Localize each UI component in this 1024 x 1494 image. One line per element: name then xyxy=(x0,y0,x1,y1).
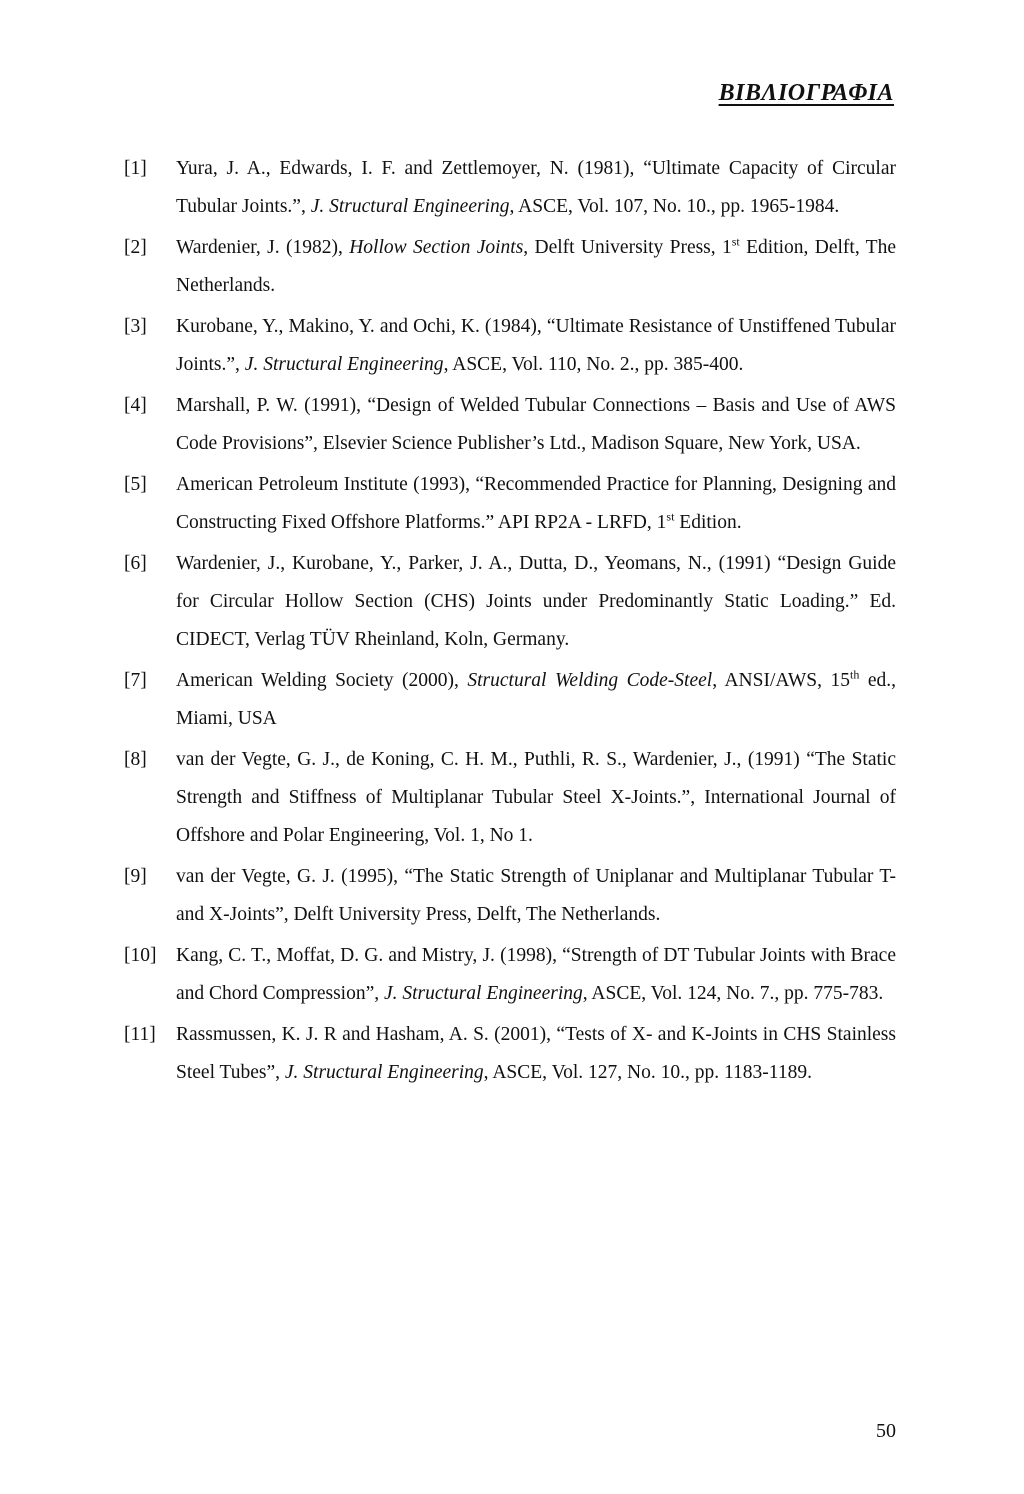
reference-item xyxy=(124,937,896,1013)
reference-text xyxy=(176,937,896,1013)
reference-number: [11] xyxy=(124,1024,156,1045)
reference-item xyxy=(124,741,896,855)
reference-number: [10] xyxy=(124,945,157,966)
reference-number: [6] xyxy=(124,553,147,574)
reference-list xyxy=(124,150,896,1095)
reference-segment: Wardenier, J. (1982), xyxy=(176,237,350,258)
reference-italic-title: Structural Welding Code-Steel xyxy=(467,670,713,691)
reference-italic-title: J. Structural Engineering xyxy=(244,354,444,375)
reference-number: [8] xyxy=(124,749,147,770)
reference-text xyxy=(176,308,896,384)
reference-italic-title: J. Structural Engineering xyxy=(284,1062,484,1083)
reference-italic-title: J. Structural Engineering xyxy=(383,983,583,1004)
reference-superscript: st xyxy=(731,234,740,249)
reference-segment: Kang, C. T., Moffat, D. G. and Mistry, J. (1998), “Strength of DT Tubular Joints with Brace and Chord Compression”, xyxy=(176,945,896,1004)
reference-italic-title: J. Structural Engineering xyxy=(310,196,510,217)
reference-segment: American Welding Society (2000), xyxy=(176,670,468,691)
reference-item xyxy=(124,308,896,384)
reference-number: [3] xyxy=(124,316,147,337)
reference-segment: , Delft University Press, 1 xyxy=(523,237,732,258)
reference-segment: Wardenier, J., Kurobane, Y., Parker, J. A., Dutta, D., Yeomans, N., (1991) “Design Guide for Circular Hollow Section (CHS) Joints under Predominantly Static Loading.” Ed. CIDECT, Verlag TÜV Rheinland, Koln, Germany. xyxy=(176,553,896,650)
reference-text xyxy=(176,1016,896,1092)
reference-superscript: th xyxy=(850,667,860,682)
reference-text xyxy=(176,858,896,934)
reference-number: [4] xyxy=(124,395,147,416)
reference-item xyxy=(124,662,896,738)
reference-segment: Marshall, P. W. (1991), “Design of Welded Tubular Connections – Basis and Use of AWS Code Provisions”, Elsevier Science Publisher’s Ltd., Madison Square, New York, USA. xyxy=(176,395,896,454)
footer xyxy=(856,0,896,1494)
reference-text xyxy=(176,662,896,738)
reference-number: [9] xyxy=(124,866,147,887)
reference-segment: Rassmussen, K. J. R and Hasham, A. S. (2001), “Tests of X- and K-Joints in CHS Stainless Steel Tubes”, xyxy=(176,1024,896,1083)
reference-number: [7] xyxy=(124,670,147,691)
reference-item xyxy=(124,387,896,463)
reference-item xyxy=(124,466,896,542)
reference-segment: Kurobane, Y., Makino, Y. and Ochi, K. (1984), “Ultimate Resistance of Unstiffened Tubular Joints.”, xyxy=(176,316,896,375)
reference-superscript: st xyxy=(666,509,675,524)
reference-item xyxy=(124,545,896,659)
reference-text xyxy=(176,741,896,855)
reference-segment: American Petroleum Institute (1993), “Recommended Practice for Planning, Designing and Constructing Fixed Offshore Platforms.” API RP2A - LRFD, 1 xyxy=(176,474,896,533)
reference-text xyxy=(176,466,896,542)
reference-segment: , ASCE, Vol. 107, No. 10., pp. 1965-1984. xyxy=(509,196,840,217)
page-title: ΒΙΒΛΙΟΓΡΑΦΙΑ xyxy=(718,80,894,106)
page-number: 50 xyxy=(876,1420,896,1442)
reference-segment: ed., Miami, USA xyxy=(176,670,896,729)
reference-number: [1] xyxy=(124,158,147,179)
reference-text xyxy=(176,387,896,463)
reference-segment: Edition, Delft, The Netherlands. xyxy=(176,237,897,296)
reference-text xyxy=(176,229,896,305)
reference-item xyxy=(124,1016,896,1092)
reference-segment: Edition. xyxy=(674,512,742,533)
reference-segment: van der Vegte, G. J., de Koning, C. H. M., Puthli, R. S., Wardenier, J., (1991) “The Static Strength and Stiffness of Multiplanar Tubular Steel X-Joints.”, International Journal of Offshore and Polar Engineering, Vol. 1, No 1. xyxy=(176,749,896,846)
reference-segment: van der Vegte, G. J. (1995), “The Static Strength of Uniplanar and Multiplanar Tubular T- and X-Joints”, Delft University Press, Delft, The Netherlands. xyxy=(176,866,896,925)
reference-segment: , ASCE, Vol. 127, No. 10., pp. 1183-1189. xyxy=(483,1062,812,1083)
reference-text xyxy=(176,545,896,659)
reference-item xyxy=(124,229,896,305)
reference-item xyxy=(124,858,896,934)
reference-segment: , ASCE, Vol. 124, No. 7., pp. 775-783. xyxy=(582,983,884,1004)
reference-segment: , ASCE, Vol. 110, No. 2., pp. 385-400. xyxy=(443,354,744,375)
reference-segment: , ANSI/AWS, 15 xyxy=(712,670,851,691)
reference-segment: Yura, J. A., Edwards, I. F. and Zettlemoyer, N. (1981), “Ultimate Capacity of Circular Tubular Joints.”, xyxy=(176,158,896,217)
reference-number: [2] xyxy=(124,237,147,258)
reference-number: [5] xyxy=(124,474,147,495)
reference-text xyxy=(176,150,896,226)
reference-italic-title: Hollow Section Joints xyxy=(349,237,524,258)
reference-item xyxy=(124,150,896,226)
